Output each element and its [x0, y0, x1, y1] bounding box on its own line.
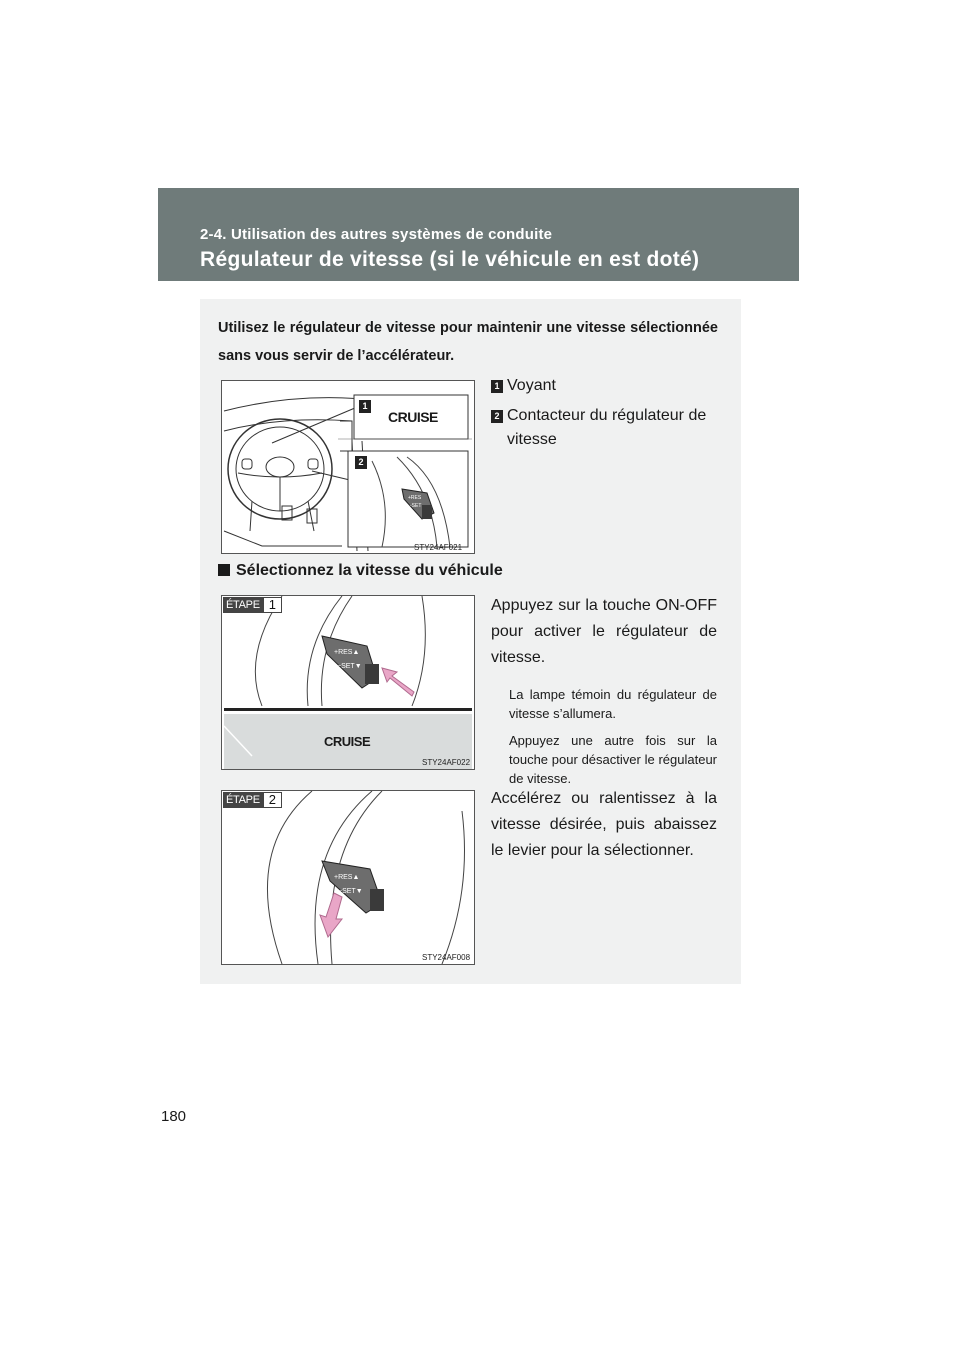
square-bullet-icon	[218, 564, 230, 576]
section-subheading	[218, 562, 503, 580]
svg-text:+RES: +RES	[408, 495, 422, 501]
step-number: 1	[263, 597, 282, 613]
step1-figure	[221, 595, 475, 770]
step2-instruction: Accélérez ou ralentissez à la vitesse désirée, puis abaissez le levier pour la sélectionner.	[491, 790, 717, 859]
step2-figure	[221, 790, 475, 965]
step1-text	[491, 593, 717, 788]
figure-code: STY24AF022	[422, 758, 471, 767]
callout-1-badge: 1	[359, 400, 371, 413]
step2-illustration	[222, 791, 474, 964]
legend-text: Contacteur du régulateur de vitesse	[507, 407, 707, 448]
svg-text:+RES▲: +RES▲	[334, 649, 360, 656]
svg-text:−SET▼: −SET▼	[337, 663, 362, 670]
step-badge	[223, 792, 282, 808]
svg-text:−SET▼: −SET▼	[338, 888, 363, 895]
step-label: ÉTAPE	[223, 597, 263, 613]
legend-item	[491, 374, 726, 398]
dashboard-figure	[221, 380, 475, 554]
page-number: 180	[161, 1108, 187, 1125]
step2-text	[491, 786, 717, 864]
step1-note: Appuyez une autre fois sur la touche pour désactiver le régulateur de vitesse.	[509, 733, 717, 786]
step-number: 2	[263, 792, 282, 808]
callout-2-badge: 2	[355, 456, 367, 469]
figure-code: STY24AF021	[414, 543, 463, 552]
section-title: 2-4. Utilisation des autres systèmes de conduite	[200, 226, 553, 243]
chapter-header	[158, 188, 799, 281]
svg-text:-SET: -SET	[410, 503, 422, 509]
svg-text:+RES▲: +RES▲	[334, 874, 360, 881]
figure-legend	[491, 374, 726, 458]
step1-note: La lampe témoin du régulateur de vitesse s’allumera.	[509, 687, 717, 721]
dashboard-illustration	[222, 381, 474, 553]
legend-item	[491, 404, 726, 452]
step-badge	[223, 597, 282, 613]
step1-instruction: Appuyez sur la touche ON-OFF pour activer le régulateur de vitesse.	[491, 597, 717, 666]
cruise-label: CRUISE	[388, 409, 438, 425]
subheading-text: Sélectionnez la vitesse du véhicule	[236, 562, 503, 579]
legend-number-badge: 2	[491, 410, 503, 423]
intro-text: Utilisez le régulateur de vitesse pour maintenir une vitesse sélectionnée sans vous servir de l’accélérateur.	[218, 320, 718, 364]
page-title: Régulateur de vitesse (si le véhicule en est doté)	[200, 248, 700, 271]
figure-code: STY24AF008	[422, 953, 471, 962]
step-label: ÉTAPE	[223, 792, 263, 808]
cruise-indicator-label: CRUISE	[324, 734, 371, 749]
legend-text: Voyant	[507, 377, 556, 394]
legend-number-badge: 1	[491, 380, 503, 393]
